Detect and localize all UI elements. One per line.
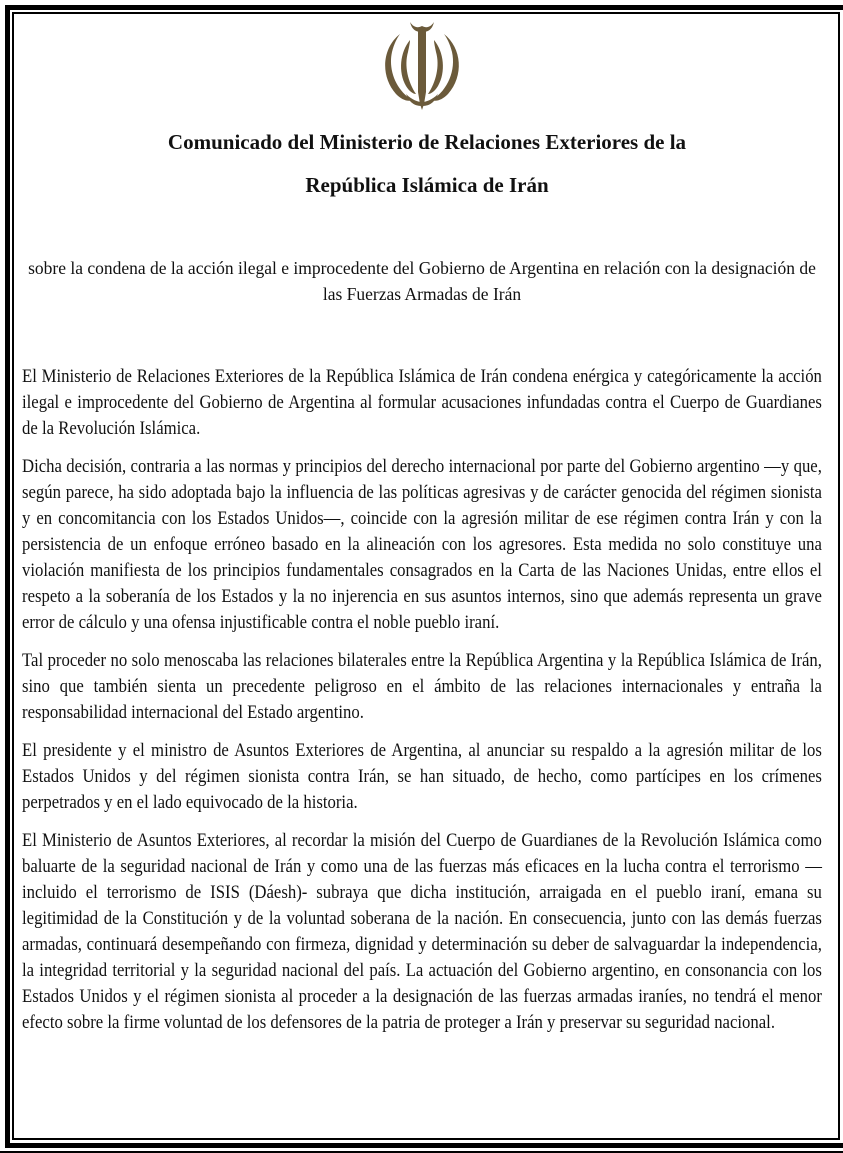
document-title-line-1: Comunicado del Ministerio de Relaciones Exteriores de la — [167, 130, 687, 154]
paragraph: Dicha decisión, contraria a las normas y principios del derecho internacional por parte del Gobierno argentino —y que, según parece, ha sido adoptada bajo la influencia de las políticas agresivas y de carácter genocida del régimen sionista y en concomitancia con los Estados Unidos—, coincide con la agresión militar de ese régimen contra Irán y con la persistencia de un enfoque erróneo basado en la alineación con los agresores. Esta medida no solo constituye una violación manifiesta de los principios fundamentales consagrados en la Carta de las Naciones Unidas, entre ellos el respeto a la soberanía de los Estados y la no injerencia en sus asuntos internos, sino que además representa un grave error de cálculo y una ofensa injustificable contra el noble pueblo iraní. — [22, 456, 822, 633]
document-subtitle: sobre la condena de la acción ilegal e improcedente del Gobierno de Argentina en relación con la designación de las Fuerzas Armadas de Irán — [28, 258, 816, 304]
emblem-icon — [372, 14, 472, 114]
document-body — [22, 364, 822, 1048]
paragraph: Tal proceder no solo menoscaba las relaciones bilaterales entre la República Argentina y la República Islámica de Irán, sino que también sienta un precedente peligroso en el ámbito de las relaciones internacionales y entraña la responsabilidad internacional del Estado argentino. — [22, 650, 822, 723]
document-title-line-2: República Islámica de Irán — [305, 173, 549, 197]
paragraph: El Ministerio de Asuntos Exteriores, al recordar la misión del Cuerpo de Guardianes de la Revolución Islámica como baluarte de la seguridad nacional de Irán y como una de las fuerzas más eficaces en la lucha contra el terrorismo —incluido el terrorismo de ISIS (Dáesh)- subraya que dicha institución, arraigada en el pueblo iraní, emana su legitimidad de la Constitución y de la voluntad soberana de la nación. En consecuencia, junto con las demás fuerzas armadas, continuará desempeñando con firmeza, dignidad y determinación su deber de salvaguardar la independencia, la integridad territorial y la seguridad nacional del país. La actuación del Gobierno argentino, en consonancia con los Estados Unidos y el régimen sionista al proceder a la designación de las fuerzas armadas iraníes, no tendrá el menor efecto sobre la firme voluntad de los defensores de la patria de proteger a Irán y preservar su seguridad nacional. — [22, 830, 822, 1033]
paragraph: El presidente y el ministro de Asuntos Exteriores de Argentina, al anunciar su respaldo a la agresión militar de los Estados Unidos y del régimen sionista contra Irán, se han situado, de hecho, como partícipes en los crímenes perpetrados y en el lado equivocado de la historia. — [22, 740, 822, 813]
paragraph: El Ministerio de Relaciones Exteriores de la República Islámica de Irán condena enérgica y categóricamente la acción ilegal e improcedente del Gobierno de Argentina al formular acusaciones infundadas contra el Cuerpo de Guardianes de la Revolución Islámica. — [22, 366, 822, 439]
